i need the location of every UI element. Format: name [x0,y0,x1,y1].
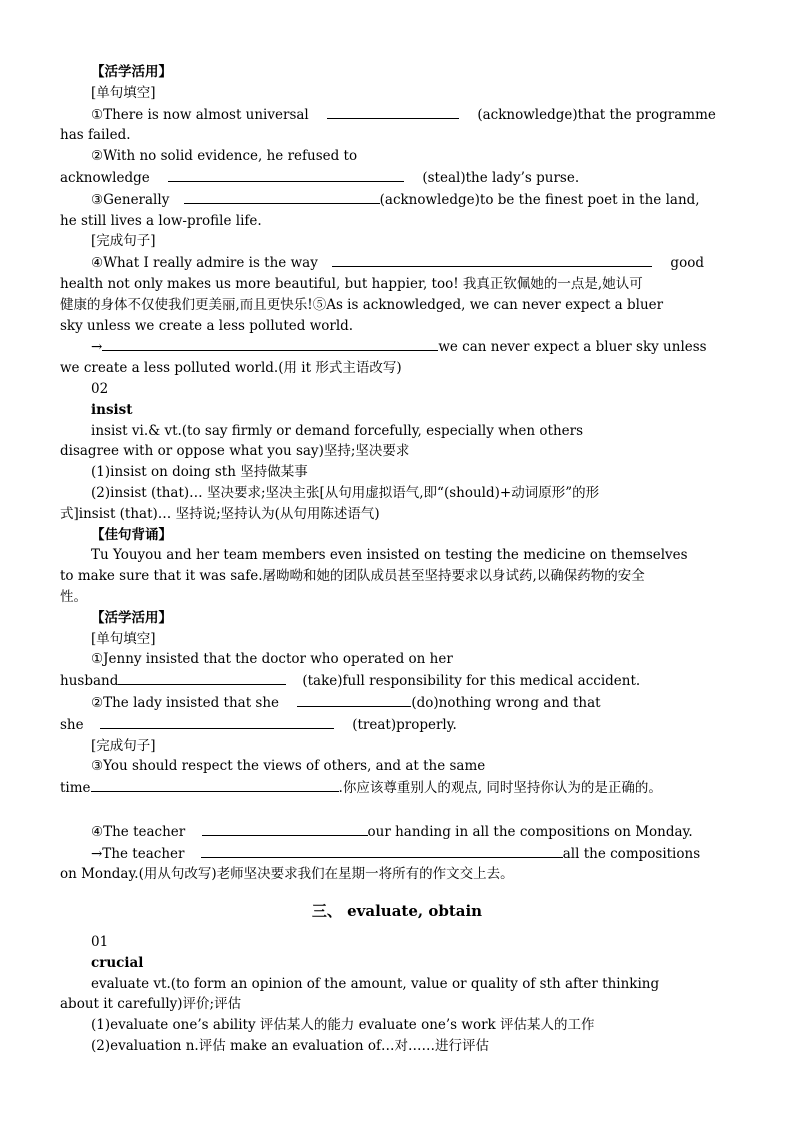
exercise-line: health not only makes us more beautiful, but happier, too! 我真正钦佩她的一点是,她认可 [60,275,643,292]
exercise-line: ④The teacher our handing in all the compositions on Monday. [60,821,734,843]
answer-blank[interactable] [332,252,652,267]
answer-blank[interactable] [327,104,459,119]
answer-blank[interactable] [168,167,404,182]
answer-blank[interactable] [102,336,438,351]
exercise-line: ④What I really admire is the way good [60,252,734,274]
exercise-line: ①There is now almost universal (acknowledge)that the programme [60,104,734,126]
exercise-line: he still lives a low-profile life. [60,212,262,229]
phrase-line: (1)evaluate one’s ability 评估某人的能力 evaluate one’s work 评估某人的工作 [91,1017,595,1034]
exercise-line: ②With no solid evidence, he refused to [91,148,358,165]
example-sentence: Tu Youyou and her team members even insisted on testing the medicine on themselves [91,547,688,564]
item-number: 02 [91,380,109,397]
exercise-line: ①Jenny insisted that the doctor who operated on her [91,651,453,668]
definition-line: about it carefully)评价;评估 [60,996,242,1013]
exercise-line: we create a less polluted world.(用 it 形式主语改写) [60,360,402,377]
answer-blank[interactable] [184,189,380,204]
definition-line: evaluate vt.(to form an opinion of the amount, value or quality of sth after thinking [91,975,660,992]
label-single-fill: [单句填空] [91,84,156,101]
section-title: 三、 evaluate, obtain [311,902,483,921]
exercise-line: ③Generally (acknowledge)to be the finest poet in the land, [60,189,734,211]
section-heading-practice: 【活学活用】 [91,609,172,626]
label-complete-sentence: [完成句子] [91,233,156,250]
definition-line: disagree with or oppose what you say)坚持;坚决要求 [60,443,410,460]
exercise-line: ②The lady insisted that she (do)nothing wrong and that [60,692,734,714]
exercise-line: → we can never expect a bluer sky unless [60,336,734,358]
section-heading-sentence: 【佳句背诵】 [91,526,172,543]
exercise-line: time .你应该尊重别人的观点, 同时坚持你认为的是正确的。 [60,777,734,799]
vocab-word: crucial [91,954,144,971]
phrase-line: (2)insist (that)… 坚决要求;坚决主张[从句用虚拟语气,即“(should)+动词原形”的形 [91,484,600,501]
exercise-line: →The teacher all the compositions [60,843,734,865]
phrase-line: (1)insist on doing sth 坚持做某事 [91,464,308,481]
phrase-line: 式]insist (that)… 坚持说;坚持认为(从句用陈述语气) [60,505,380,522]
vocab-word: insist [91,401,133,418]
exercise-line: on Monday.(用从句改写)老师坚决要求我们在星期一将所有的作文交上去。 [60,866,514,883]
phrase-line: (2)evaluation n.评估 make an evaluation of…对……进行评估 [91,1038,490,1055]
section-heading-practice: 【活学活用】 [91,64,172,80]
answer-blank[interactable] [297,692,411,707]
answer-blank[interactable] [202,821,368,836]
example-sentence: 性。 [60,588,87,605]
exercise-line: ③You should respect the views of others, and at the same [91,758,486,775]
exercise-line: 健康的身体不仅使我们更美丽,而且更快乐!⑤As is acknowledged, we can never expect a bluer [60,296,664,313]
label-single-fill: [单句填空] [91,630,156,647]
answer-blank[interactable] [91,777,339,792]
answer-blank[interactable] [100,714,334,729]
exercise-line: she (treat)properly. [60,714,734,736]
label-complete-sentence: [完成句子] [91,737,156,754]
exercise-line: sky unless we create a less polluted world. [60,317,354,334]
example-sentence: to make sure that it was safe.屠呦呦和她的团队成员甚至坚持要求以身试药,以确保药物的安全 [60,568,645,585]
exercise-line: husband (take)full responsibility for this medical accident. [60,670,734,692]
exercise-line: has failed. [60,127,131,144]
answer-blank[interactable] [118,670,286,685]
item-number: 01 [91,934,109,951]
document-page [60,62,734,1057]
definition-line: insist vi.& vt.(to say firmly or demand forcefully, especially when others [91,422,584,439]
exercise-line: acknowledge (steal)the lady’s purse. [60,167,734,189]
answer-blank[interactable] [201,843,563,858]
